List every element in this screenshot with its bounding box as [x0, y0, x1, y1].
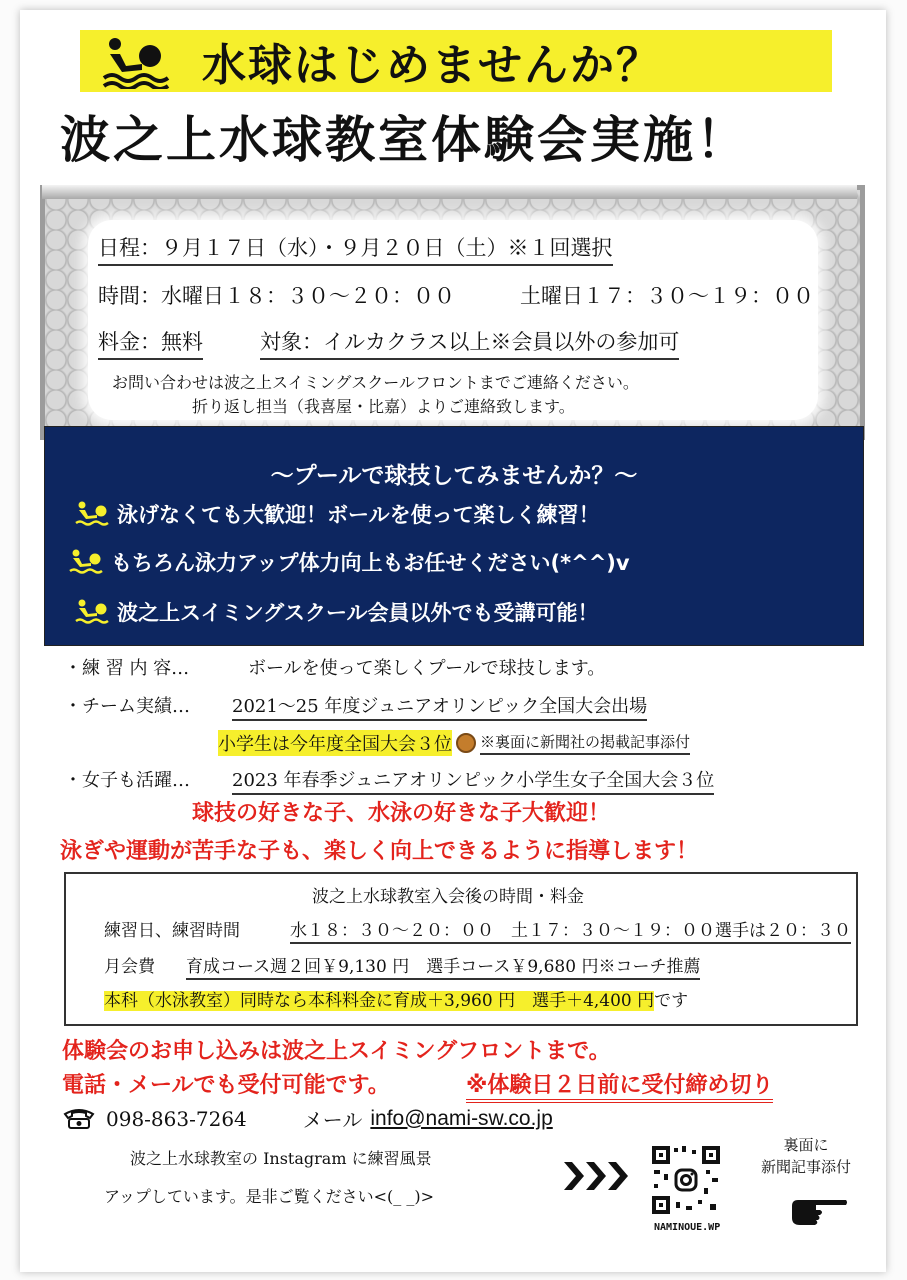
promo-point-2 — [69, 547, 630, 577]
instagram-handle: NAMINOUE.WP — [654, 1222, 721, 1233]
promo-box — [44, 426, 864, 646]
promo-point-text: 泳げなくても大歓迎！ボールを使って楽しく練習！ — [117, 503, 600, 527]
goal-crossbar — [42, 185, 857, 199]
team-text-2: 小学生は今年度全国大会３位 — [218, 730, 452, 756]
arrows-icon — [562, 1158, 632, 1194]
practice-text: ボールを使って楽しくプールで球技します。 — [248, 658, 606, 679]
instagram-text-2: アップしています。是非ご覧ください<(_ _)> — [104, 1187, 434, 1206]
promo-point-text: もちろん泳力アップ体力向上もお任せください(*^^)v — [111, 551, 630, 575]
email-link[interactable]: info@nami-sw.co.jp — [370, 1106, 553, 1130]
phone-number[interactable]: 098-863-7264 — [106, 1106, 247, 1131]
promo-point-3 — [75, 597, 599, 627]
girls-label: ・女子も活躍… — [64, 770, 190, 791]
practice-label: ・練 習 内 容… — [64, 658, 190, 679]
back-page-note: 裏面に 新聞記事添付 — [760, 1136, 851, 1176]
qr-code-icon — [650, 1144, 722, 1216]
fee-text: 料金：無料 — [98, 326, 203, 360]
main-title: 水球はじめませんか？ — [202, 40, 662, 91]
time-weekday: 時間：水曜日１８：３０～２０：００ — [98, 284, 455, 308]
apply-line-1: 体験会のお申し込みは波之上スイミングフロントまで。 — [62, 1039, 611, 1064]
instagram-qr-code[interactable] — [650, 1144, 722, 1216]
title-banner — [80, 30, 832, 92]
apply-line-2: 電話・メールでも受付可能です。 — [62, 1073, 390, 1098]
pricing-box — [64, 872, 858, 1026]
team-text-1: 2021～25 年度ジュニアオリンピック全国大会出場 — [232, 692, 647, 721]
swimmer-icon — [69, 548, 105, 576]
welcome-line-2: 泳ぎや運動が苦手な子も、楽しく向上できるように指導します！ — [60, 839, 699, 864]
team-label: ・チーム実績… — [64, 696, 190, 717]
welcome-line-1: 球技の好きな子、水泳の好きな子大歓迎！ — [192, 801, 611, 826]
practice-days-times: 水１８：３０～２０：００ 土１７：３０～１９：００選手は２０：３０ — [290, 916, 851, 944]
event-info-card — [88, 220, 818, 420]
combo-fee-row — [104, 986, 688, 1011]
team-achievement-row — [218, 730, 690, 756]
promo-point-1 — [75, 499, 600, 529]
instagram-text-1: 波之上水球教室の Instagram に練習風景 — [130, 1149, 432, 1168]
swimmer-icon — [75, 598, 111, 626]
team-note: ※裏面に新聞社の掲載記事添付 — [480, 731, 690, 755]
contact-note-2: 折り返し担当（我喜屋・比嘉）よりご連絡致します。 — [192, 397, 575, 416]
contact-note-1: お問い合わせは波之上スイミングスクールフロントまでご連絡ください。 — [112, 373, 639, 392]
medal-icon — [456, 733, 476, 753]
girls-text: 2023 年春季ジュニアオリンピック小学生女子全国大会３位 — [232, 766, 714, 795]
pointing-hand-icon — [790, 1192, 848, 1232]
monthly-fee-text: 育成コース週２回￥9,130 円 選手コース￥9,680 円※コーチ推薦 — [186, 952, 700, 980]
pricing-title: 波之上水球教室入会後の時間・料金 — [312, 887, 584, 907]
monthly-fee-label: 月会費 — [104, 957, 155, 977]
phone-icon — [62, 1108, 96, 1130]
combo-fee-text: 本科（水泳教室）同時なら本科料金に育成＋3,960 円 選手＋4,400 円 — [104, 991, 655, 1011]
mail-label: メール — [302, 1108, 363, 1132]
target-text: 対象：イルカクラス以上※会員以外の参加可 — [260, 326, 679, 360]
deadline-text: ※体験日２日前に受付締め切り — [466, 1068, 773, 1103]
promo-point-text: 波之上スイミングスクール会員以外でも受講可能！ — [117, 601, 599, 625]
swimmer-icon — [102, 34, 172, 89]
practice-days-label: 練習日、練習時間 — [104, 921, 240, 941]
contact-row — [62, 1104, 553, 1133]
swimmer-icon — [75, 500, 111, 528]
sub-title: 波之上水球教室体験会実施！ — [60, 111, 749, 169]
combo-fee-suffix: です — [654, 991, 689, 1011]
schedule-text: 日程：９月１７日（水）・９月２０日（土）※１回選択 — [98, 232, 613, 266]
promo-heading: ～プールで球技してみませんか？～ — [270, 463, 638, 489]
time-saturday: 土曜日１７：３０～１９：００ — [520, 284, 814, 308]
